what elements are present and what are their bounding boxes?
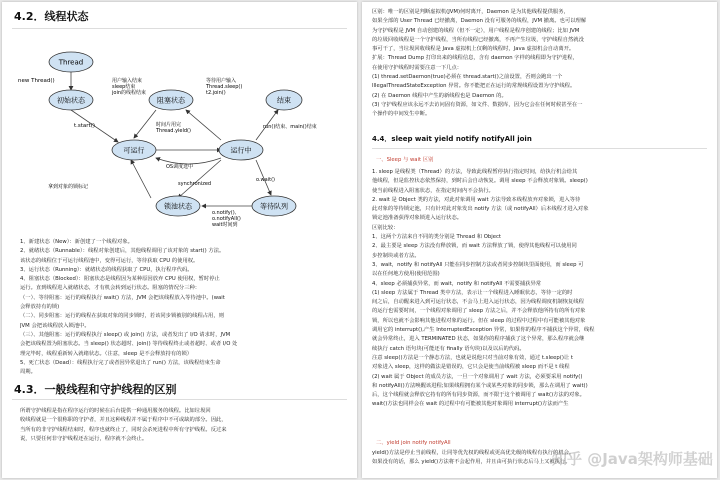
node-end-label: 结束 — [277, 96, 291, 105]
subheading-yield-join: 二、yield join notify notifyAll — [376, 440, 451, 446]
label-line: 时间片用完 — [156, 122, 182, 128]
label-wait: o.wait() — [256, 177, 275, 183]
text-line: 调用它的 interrupt(),产生 InterruptedException 异常，如果你的程序不捕获这个异常，线程 — [372, 327, 595, 334]
text-line: 此对象的等待锁定池，只有针对此对象发出 notify 方法（或 notifyAll）后本线程才进入对象 — [372, 206, 589, 213]
text-line: JVM 会把该线程放入锁池中。 — [20, 322, 90, 329]
label-line: join的线程结束 — [112, 90, 147, 96]
text-line: 事可干了，当垃圾回收线程是 Java 虚拟机上仅剩的线程时，Java 虚拟机会自动离开。 — [372, 46, 575, 53]
label-line: Thread.sleep() — [206, 84, 243, 90]
label-synchronized: synchronized — [178, 181, 212, 187]
text-line: 1、新建状态（New）：新创建了一个线程对象。 — [20, 239, 133, 245]
text-line: 所谓守护线程是指在程序运行的时候在后台提供一种通用服务的线程。比如垃圾回 — [20, 408, 211, 414]
node-runnable-label: 可运行 — [123, 146, 145, 155]
text-line: (1) sleep 方法属于 Thread 类中方法，表示让一个线程进入睡眠状态，等待一定的时 — [372, 289, 573, 296]
text-line: 的运行也需要时间，一个线程对象调用了 sleep 方法之后，并不会释放他所持有的所有对象 — [372, 308, 586, 315]
text-line: 4、阻塞状态（Blocked）：阻塞状态是线程因为某种原因放弃 CPU 使用权，暂时停止 — [20, 276, 220, 283]
text-line: 该状态的线程位于可运行线程池中，变得可运行，等待获取 CPU 的使用权。 — [20, 257, 199, 264]
text-line: 对象进入 sleep，这样的做法是错误的，它只会是使当前线程被 sleep 而不是 t 线程 — [372, 364, 570, 371]
node-running-label: 运行中 — [230, 146, 252, 155]
edge-running-to-blocked — [186, 110, 221, 140]
text-line: 续执行 catch 语句块(可能还有 finally 语句块)以及以后的代码。 — [372, 345, 525, 352]
node-init-label: 初始状态 — [57, 96, 85, 105]
node-blocked-label: 阻塞状态 — [157, 96, 185, 105]
text-line: (2) wait 属于 Object 的成员方法，一旦一个对象调用了 wait 方法，必须要采用 notify() — [372, 373, 583, 380]
text-line: 周期。 — [20, 369, 36, 376]
label-new-thread: new Thread() — [18, 78, 55, 84]
text-line: 他线程，但是监控状态依然保持，到时后会自动恢复。调用 sleep 不会释放对象锁。sleep() — [372, 178, 588, 185]
text-line: 3、wait，notify 和 notifyAll 只能在同步控制方法或者同步控制块里面使用，而 sleep 可 — [372, 261, 584, 268]
label-line: o.notifyAll() — [212, 216, 241, 222]
label-notify — [212, 210, 241, 228]
label-line: 用户输入结束 — [112, 78, 143, 84]
heading-rule — [372, 148, 707, 149]
node-lockpool-label: 锁池状态 — [164, 202, 192, 211]
text-line: 使当前线程进入阻塞状态，在指定时间内不会执行。 — [372, 187, 494, 194]
label-line: sleep结束 — [112, 84, 136, 90]
yield-description — [372, 449, 574, 468]
text-line: 扩展：Thread Dump 打印出来的线程信息，含有 daemon 字样的线程即为守护进程， — [372, 55, 578, 62]
text-line: (1) thread.setDaemon(true)必须在 thread.start()之前设置，否则会跑出一个 — [372, 74, 563, 81]
daemon-difference — [372, 8, 586, 120]
right-page — [362, 2, 717, 478]
text-line: 以在任何地方使用(使用范围) — [372, 271, 440, 278]
label-time-slice — [155, 121, 191, 134]
text-line: (3) 守护线程应该永远不去访问固有资源，如文件、数据库，因为它会在任何时候甚至在一 — [372, 101, 583, 108]
text-line: 和 notifyAll()方法唤醒该进程;如果线程拥有某个或某些对象的同步锁，那么在调用了 wait() — [372, 382, 588, 389]
text-line: yield()方法是停止当前线程，让同等优先权的线程或更高优先级的线程有执行的机会。 — [372, 450, 575, 456]
edge-lockpool-to-runnable — [131, 160, 151, 198]
text-line: 5、死亡状态（Dead）：线程执行完了或者因异常退出了 run() 方法，该线程结束生命 — [20, 359, 221, 366]
heading-rule — [12, 399, 347, 400]
label-run-end: run()结束、main()结束 — [263, 124, 317, 130]
text-line: 就会异常终止，进入 TERMINATED 状态，如果你的程序捕获了这个异常，那么程序就会继 — [372, 336, 585, 343]
heading-rule — [12, 28, 347, 29]
text-line: 在使用守护线程时需要注意一下几点： — [372, 64, 463, 71]
text-line: 后，这个线程就会释放它持有的所有同步资源，而不限于这个被调用了 wait()方法的对象。 — [372, 392, 585, 399]
text-line: 区别：唯一的区别是判断虚拟机(JVM)何时离开，Daemon 是为其他线程提供服务， — [372, 9, 569, 15]
text-line: (2) 在 Daemon 线程中产生的新线程也是 Daemon 的。 — [372, 92, 507, 99]
label-wait-input — [205, 77, 242, 96]
text-line: 说，只要任何非守护线程还在运行，程序就不会终止。 — [20, 435, 148, 442]
text-line: 收线程就是一个很称职的守护者，并且这种线程并不属于程序中不可或缺的部分。因此， — [20, 417, 227, 424]
text-line: 为守护线程是 JVM 自动创建的线程（但不一定），用户线程是程序创建的线程；比如 JVM — [372, 27, 580, 34]
text-line: 4、sleep 必须捕获异常，而 wait，notify 和 notifyAll 不需要捕获异常 — [372, 280, 542, 287]
section-heading-thread-states: 4.2．线程状态 — [14, 10, 89, 23]
text-line: 的垃圾回收线程是一个守护线程，当所有线程已经撤离，不再产生垃圾，守护线程自然就没 — [372, 36, 584, 43]
text-line: 1. sleep 是线程类（Thread）的方法，导致此线程暂停执行指定时间，给执行机会给其 — [372, 169, 578, 175]
edge-blocked-to-runnable — [134, 110, 156, 138]
text-line: 当所有的非守护线程结束时，程序也就终止了，同时会杀死进程中所有守护线程。反过来 — [20, 426, 227, 433]
text-line: 如果没有的话，那么 yield()方法将不会起作用，并且由可执行状态后马上又被执行。 — [372, 459, 571, 466]
watermark: 知乎 @Java架构师基础 — [552, 450, 713, 468]
label-t-start: t.start() — [74, 123, 96, 129]
text-line: 2、就绪状态（Runnable）：线程对象创建后，其他线程调用了该对象的 start() 方法。 — [20, 248, 225, 255]
sleep-wait-description — [372, 168, 595, 410]
text-line: 2、最主要是 sleep 方法没有释放锁，而 wait 方法释放了锁，使得其他线程可以使用同 — [372, 243, 577, 250]
text-line: IllegalThreadStateException 异常。你不能把正在运行的常规线程设置为守护线程。 — [372, 83, 576, 90]
label-get-lock: 拿到对象的锁标记 — [48, 184, 89, 190]
label-line: o.notify()、 — [212, 210, 240, 216]
label-line: t2.join() — [206, 90, 226, 96]
node-thread-label: Thread — [58, 58, 84, 67]
node-waitqueue-label: 等待队列 — [260, 202, 288, 211]
label-user-input — [111, 77, 146, 96]
subheading-sleep-vs-wait: 一、Sleep 与 wait 区别 — [376, 157, 434, 163]
label-line: 等待用户输入 — [206, 78, 237, 84]
daemon-description — [20, 407, 227, 444]
section-heading-sleep-wait: 4.4．sleep wait yield notify notifyAll join — [372, 135, 532, 143]
text-line: 会释放持有的锁) — [20, 304, 60, 311]
label-line: wait时间到 — [212, 222, 238, 228]
state-descriptions — [20, 238, 237, 377]
text-line: （二）、同步阻塞：运行的线程在获取对象的同步锁时，若该同步锁被别的线程占用，则 — [20, 313, 224, 320]
text-line: 步控制块或者方法。 — [372, 252, 420, 259]
left-page — [2, 2, 357, 478]
text-line: 如果全部的 User Thread 已经撤离，Daemon 没有可服务的线程，JVM 撤离。也可以理解 — [372, 18, 587, 25]
text-line: 3、运行状态（Running）：就绪状态的线程获取了 CPU，执行程序代码。 — [20, 266, 193, 273]
text-line: 区别比较： — [372, 224, 399, 231]
label-os-select: OS调度选中 — [166, 164, 194, 170]
text-line: 会把该线程置为阻塞状态。当 sleep() 状态超时、join() 等待线程终止或者超时、或者 I/O 处 — [20, 341, 238, 348]
text-line: 个操作的中间发生中断。 — [372, 111, 431, 118]
text-line: 理完毕时，线程重新转入就绪状态。（注意，sleep 是不会释放持有的锁） — [20, 350, 193, 357]
text-line: 锁，所以也就不会影响其他进程对象的运行。但在 sleep 的过程中过程中有可能被其他对象 — [372, 317, 586, 324]
text-line: 注意 sleep()方法是一个静态方法，也就是说他只对当前对象有效，通过 t.sleep()让 t — [372, 354, 573, 361]
text-line: （一）、等待阻塞：运行的线程执行 wait() 方法，JVM 会把该线程放入等待池中。(wait — [20, 294, 225, 301]
label-line: Thread.yield() — [156, 128, 191, 134]
text-line: 2. wait 是 Object 类的方法，对此对象调用 wait 方法导致本线程放弃对象锁，进入等待 — [372, 196, 581, 203]
text-line: wait()方法也同样会在 wait 的过程中有可能被其他对象调用 interrupt()方法而产生 — [372, 401, 569, 408]
text-line: 间之后，自动醒来进入到可运行状态，不会马上进入运行状态，因为线程调度机制恢复线程 — [372, 299, 584, 306]
text-line: 1、这两个方法来自不同的类分别是 Thread 和 Object — [372, 234, 501, 241]
section-heading-daemon: 4.3．一般线程和守护线程的区别 — [14, 383, 177, 396]
thread-state-diagram — [16, 30, 346, 230]
text-line: （三）、其他阻塞：运行的线程执行 sleep() 或 join() 方法，或者发出了 I/O 请求时，JVM — [20, 331, 231, 338]
text-line: 锁定池准备获得对象锁进入运行状态。 — [372, 215, 463, 222]
text-line: 运行。直到线程进入就绪状态，才有机会转到运行状态。阻塞的情况分三种： — [20, 285, 201, 292]
